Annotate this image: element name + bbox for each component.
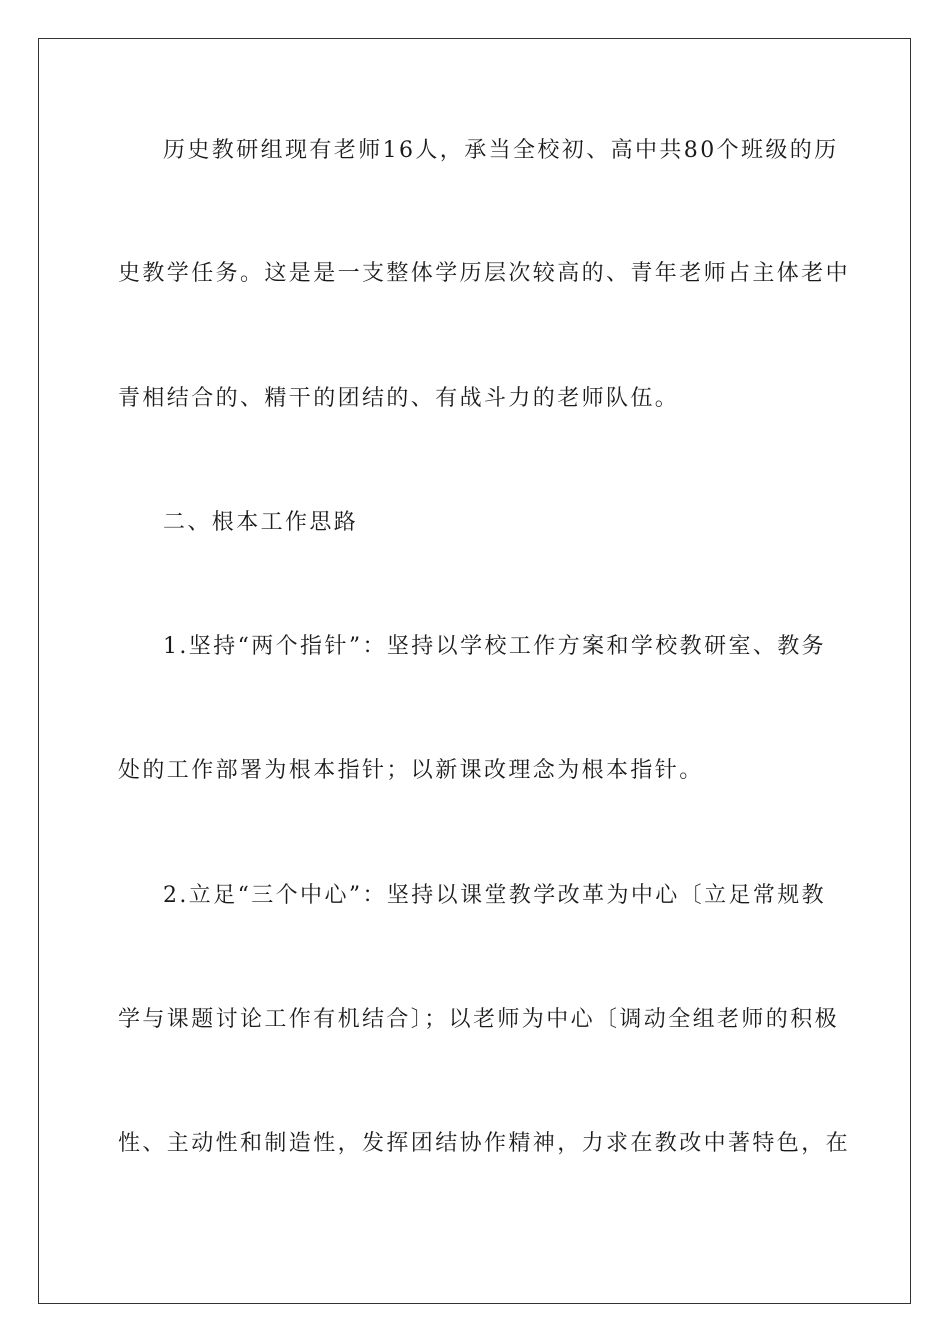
paragraph-line-8: 学与课题讨论工作有机结合〕；以老师为中心〔调动全组老师的积极 [118, 1007, 840, 1032]
paragraph-line-5: 1.坚持“两个指针”：坚持以学校工作方案和学校教研室、教务 [163, 634, 827, 659]
paragraph-line-6: 处的工作部署为根本指针；以新课改理念为根本指针。 [118, 758, 704, 783]
paragraph-line-3: 青相结合的、精干的团结的、有战斗力的老师队伍。 [118, 386, 680, 411]
paragraph-line-1: 历史教研组现有老师16人，承当全校初、高中共80个班级的历 [163, 138, 839, 163]
section-heading: 二、根本工作思路 [163, 510, 359, 535]
paragraph-line-7: 2.立足“三个中心”：坚持以课堂教学改革为中心〔立足常规教 [163, 883, 827, 908]
paragraph-line-9: 性、主动性和制造性，发挥团结协作精神，力求在教改中著特色，在 [118, 1131, 851, 1156]
page-border [38, 38, 911, 1304]
paragraph-line-2: 史教学任务。这是是一支整体学历层次较高的、青年老师占主体老中 [118, 261, 851, 286]
